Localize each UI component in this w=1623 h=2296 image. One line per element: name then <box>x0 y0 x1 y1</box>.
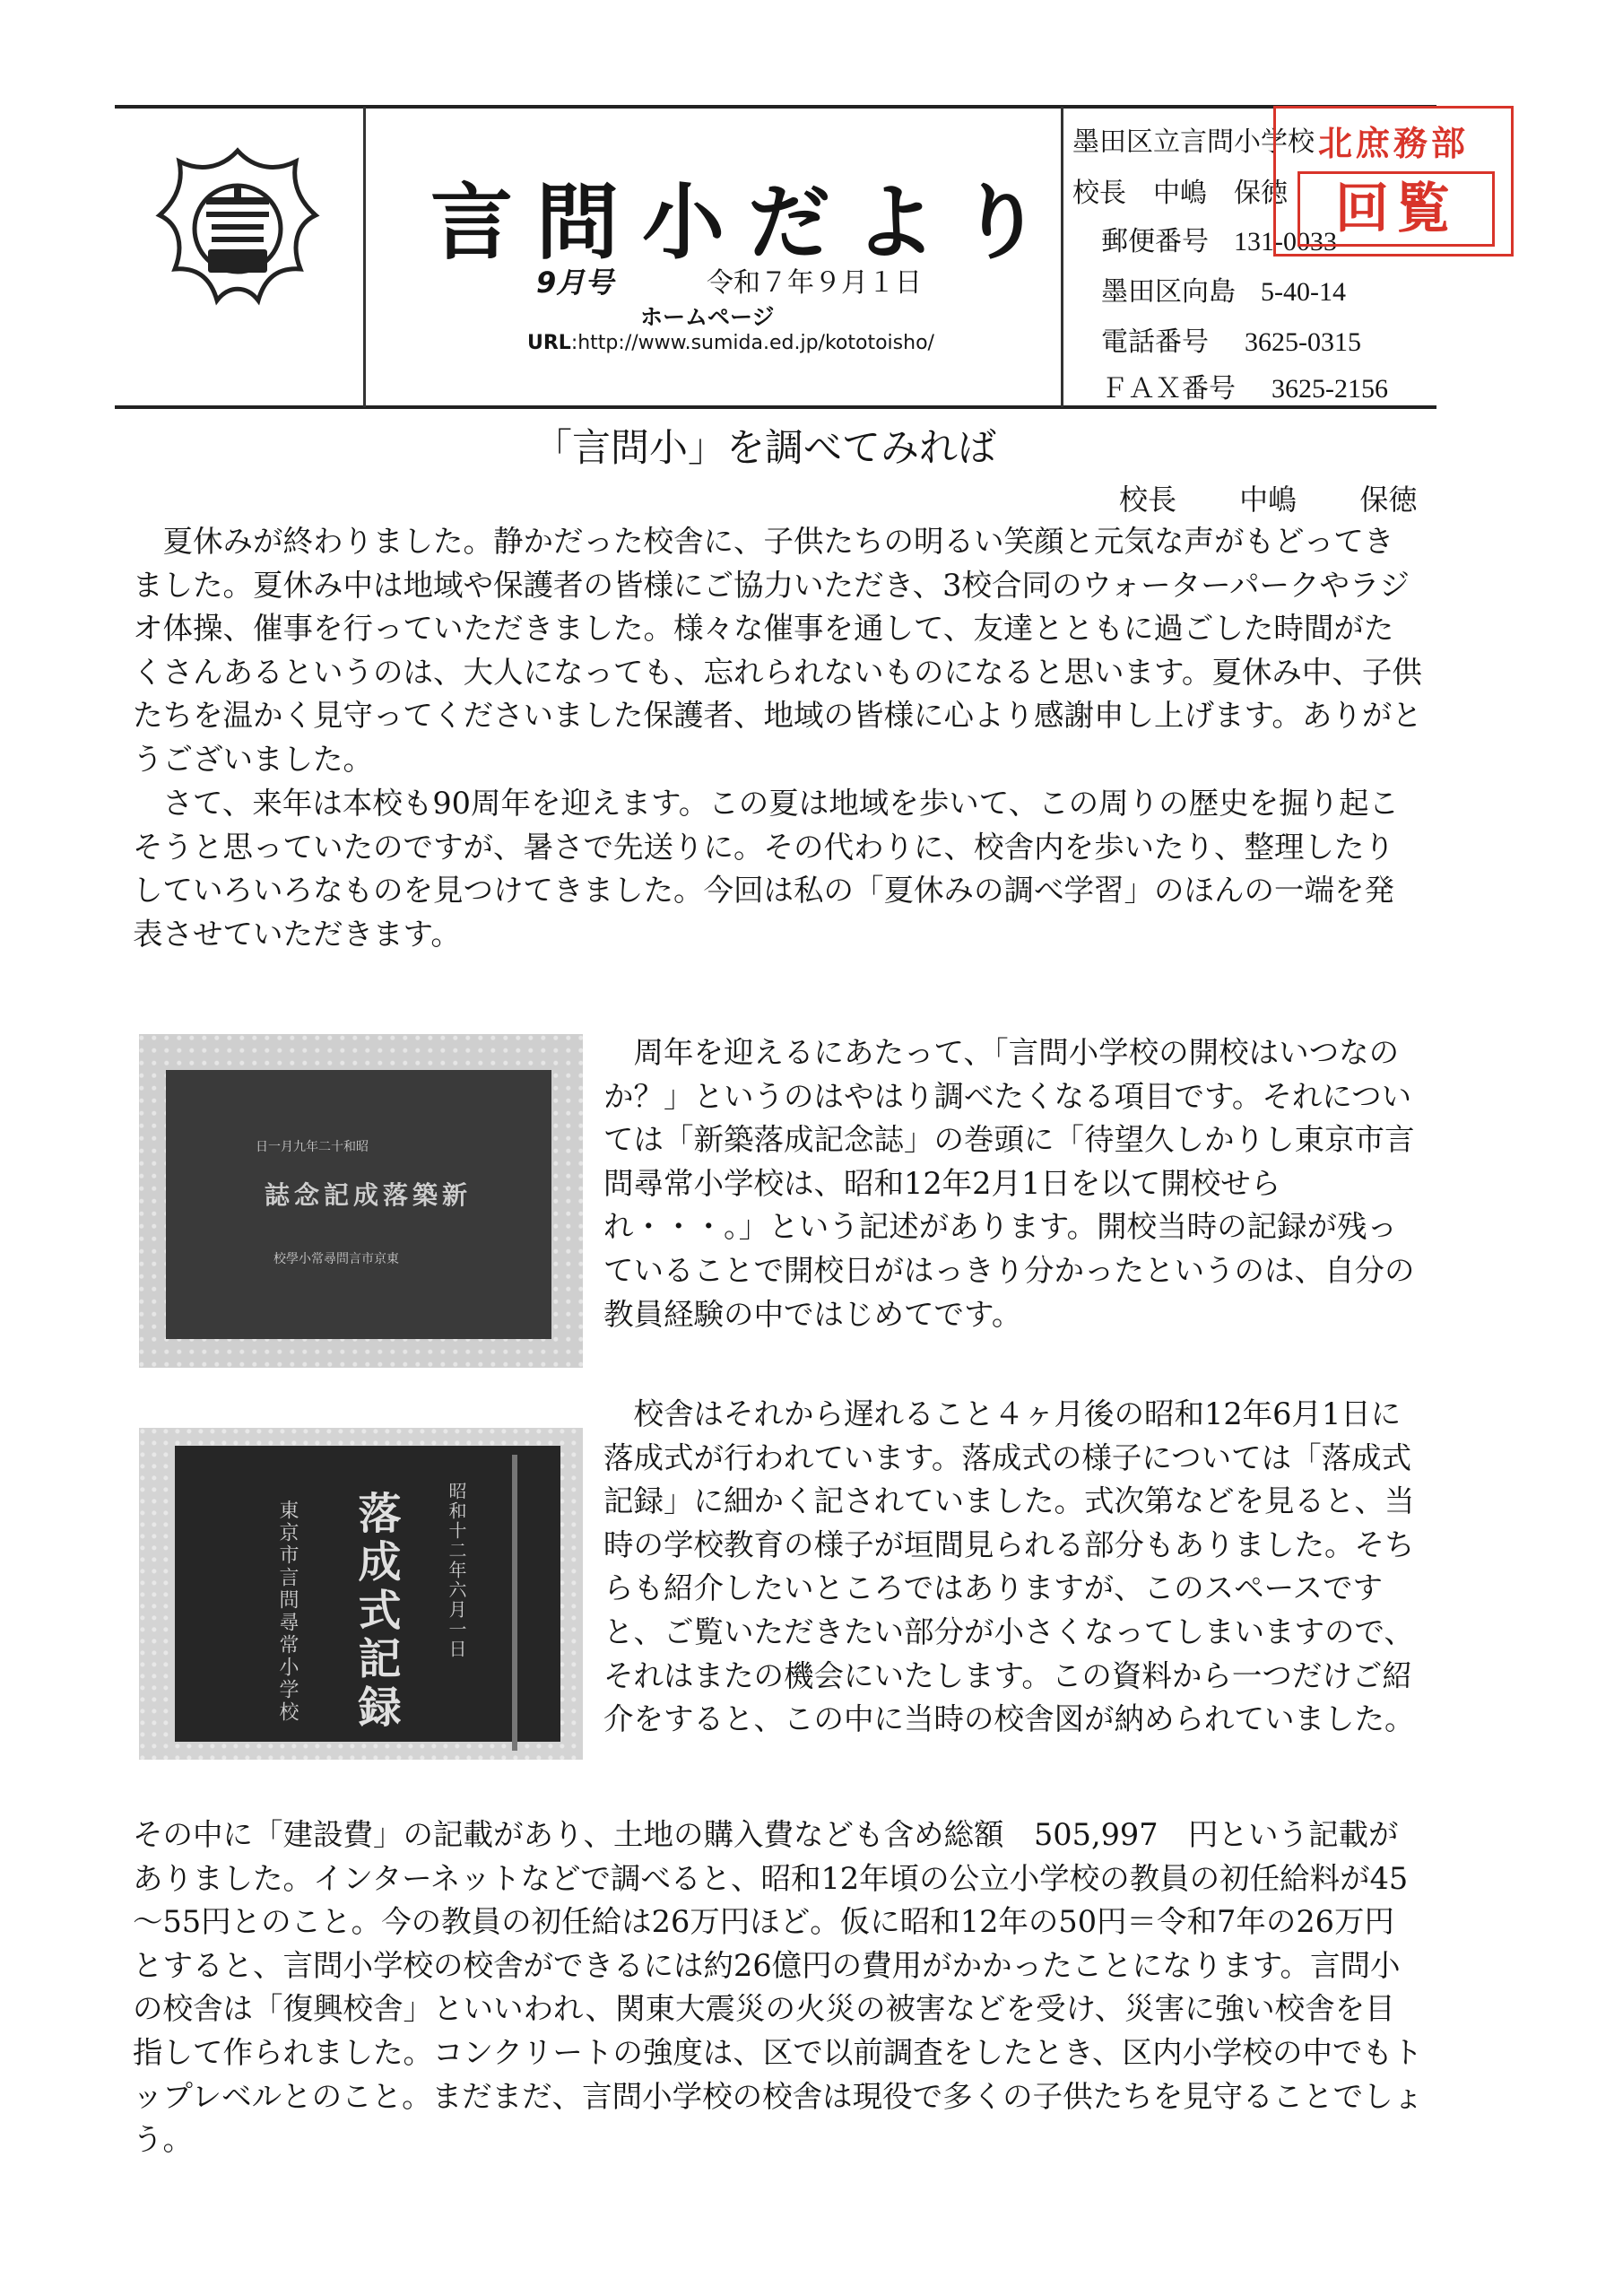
principal-name: 校長 中嶋 保徳 <box>1072 178 1288 209</box>
photo-commemorative-book <box>139 1034 583 1368</box>
stamp-department: 北庶務部 <box>1317 124 1469 163</box>
phone-number <box>1101 319 1361 359</box>
fax-number <box>1101 366 1388 405</box>
phone-value: 3625-0315 <box>1245 327 1361 357</box>
address-label: 墨田区向島 <box>1101 276 1236 308</box>
paragraph-1: 夏休みが終わりました。静かだった校舎に、子供たちの明るい笑顔と元気な声がもどってきました。夏休み中は地域や保護者の皆様にご協力いただき、3校合同のウォーターパークやラジオ体操、催事を行っていただきました。様々な催事を通して、友達とともに過ごした時間がたくさんあるというのは、大人になっても、忘れられないものになると思います。夏休み中、子供たちを温かく見守ってくださいました保護者、地域の皆様に心より感謝申し上げます。ありがとうございました。 <box>133 524 1422 777</box>
postal-label: 郵便番号 <box>1101 226 1209 257</box>
school-name: 墨田区立言問小学校 <box>1072 126 1315 158</box>
header-top-rule <box>115 105 1436 109</box>
paragraph-4: 校舎はそれから遅れること４ヶ月後の昭和12年6月1日に落成式が行われています。落成式の様子については「落成式記録」に細かく記されていました。式次第などを見ると、当時の学校教育の様子が垣間見られる部分もありました。そちらも紹介したいところではありますが、このスペースですと、ご覧いただきたい部分が小さくなってしまいますので、それはまたの機会にいたします。この資料から一つだけご紹介をすると、この中に当時の校舎図が納められていました。 <box>603 1396 1415 1737</box>
record-cover <box>175 1446 560 1742</box>
photo-ceremony-record <box>139 1428 583 1760</box>
book-cover <box>166 1070 551 1339</box>
homepage-url[interactable] <box>527 332 934 354</box>
url-text: :http://www.sumida.ed.jp/kototoisho/ <box>570 332 934 354</box>
phone-label: 電話番号 <box>1101 326 1209 358</box>
record-binding <box>512 1455 517 1751</box>
url-prefix: URL <box>527 332 571 354</box>
fax-value: 3625-2156 <box>1271 374 1388 404</box>
article-byline: 校長 中嶋 保徳 <box>1119 483 1418 517</box>
street-address <box>1101 269 1346 309</box>
record-date-text: 昭和十二年六月一日 <box>446 1482 467 1659</box>
record-title-text: 落成式記録 <box>351 1491 401 1733</box>
fax-label: ＦＡＸ番号 <box>1101 373 1236 404</box>
paragraph-3: 周年を迎えるにあたって、「言問小学校の開校はいつなのか？」というのはやはり調べたくなる項目です。それについては「新築落成記念誌」の巻頭に「待望久しかりし東京市言問尋常小学校は、昭和12年2月1日を以て開校せられ・・・。」という記述があります。開校当時の記録が残っていることで開校日がはっきり分かったというのは、自分の教員経験の中ではじめてです。 <box>603 1035 1415 1332</box>
homepage-label: ホームページ <box>640 304 775 330</box>
book-publisher-text: 校學小常尋問言市京東 <box>273 1252 399 1266</box>
record-school-text: 東京市言問尋常小学校 <box>276 1500 299 1724</box>
newsletter-title: 言問小だより <box>430 175 1066 271</box>
book-title-text: 誌念記成落築新 <box>265 1180 473 1210</box>
circulation-stamp <box>1273 106 1514 257</box>
header-divider-left <box>363 107 366 407</box>
header-bottom-rule <box>115 405 1436 409</box>
paragraph-5: その中に「建設費」の記載があり、土地の購入費なども含め総額 505,997 円という記載がありました。インターネットなどで調べると、昭和12年頃の公立小学校の教員の初任給料が45～55円とのこと。今の教員の初任給は26万円ほど。仮に昭和12年の50円＝令和7年の26万円とすると、言問小学校の校舎ができるには約26億円の費用がかかったことになります。言問小の校舎は「復興校舎」といいわれ、関東大震災の火災の被害などを受け、災害に強い校舎を目指して作られました。コンクリートの強度は、区で以前調査をしたとき、区内小学校の中でもトップレベルとのこと。まだまだ、言問小学校の校舎は現役で多くの子供たちを見守ることでしょう。 <box>133 1817 1424 2158</box>
stamp-circulate: 回覧 <box>1298 171 1495 247</box>
paragraph-2: さて、来年は本校も90周年を迎えます。この夏は地域を歩いて、この周りの歴史を掘り起こそうと思っていたのですが、暑さで先送りに。その代わりに、校舎内を歩いたり、整理したりしていろいろなものを見つけてきました。今回は私の「夏休みの調べ学習」のほんの一端を発表させていただきます。 <box>133 786 1400 952</box>
book-date-text: 日一月九年二十和昭 <box>256 1140 369 1154</box>
postal-value: 131-0033 <box>1234 227 1337 257</box>
issue-date: 令和７年９月１日 <box>707 267 922 299</box>
school-emblem-icon <box>143 135 332 323</box>
address-value: 5-40-14 <box>1261 277 1346 307</box>
issue-number: 9月号 <box>536 265 614 300</box>
article-headline: 「言問小」を調べてみれば <box>534 426 996 471</box>
